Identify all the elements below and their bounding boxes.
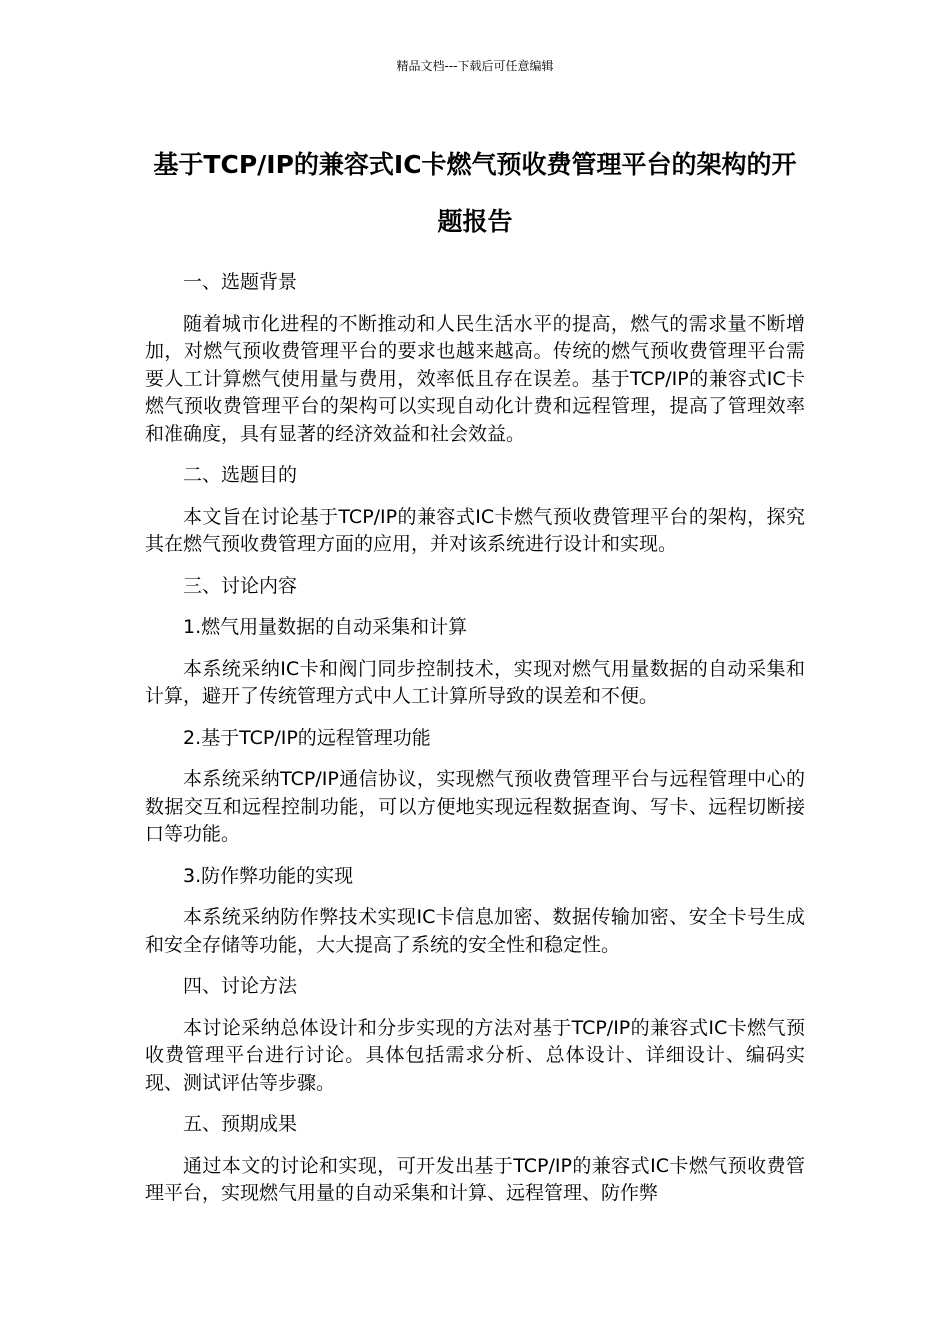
section-heading-method: 四、讨论方法 <box>183 975 298 997</box>
subsection-body-remote-management: 本系统采纳TCP/IP通信协议，实现燃气预收费管理平台与远程管理中心的数据交互和远程控制功能，可以方便地实现远程数据查询、写卡、远程切断接口等功能。 <box>145 768 805 845</box>
section-heading-purpose: 二、选题目的 <box>183 464 298 486</box>
document-body <box>145 269 805 1222</box>
section-heading-background: 一、选题背景 <box>183 271 298 293</box>
section-heading-expected-results: 五、预期成果 <box>183 1113 298 1135</box>
subsection-body-anti-fraud: 本系统采纳防作弊技术实现IC卡信息加密、数据传输加密、安全卡号生成和安全存储等功能，大大提高了系统的安全性和稳定性。 <box>145 906 805 956</box>
section-body-method: 本讨论采纳总体设计和分步实现的方法对基于TCP/IP的兼容式IC卡燃气预收费管理平台进行讨论。具体包括需求分析、总体设计、详细设计、编码实现、测试评估等步骤。 <box>145 1016 805 1094</box>
subsection-heading-anti-fraud: 3.防作弊功能的实现 <box>183 864 354 887</box>
section-heading-content: 三、讨论内容 <box>183 574 298 597</box>
section-body-purpose: 本文旨在讨论基于TCP/IP的兼容式IC卡燃气预收费管理平台的架构，探究其在燃气预收费管理方面的应用，并对该系统进行设计和实现。 <box>145 505 805 555</box>
section-body-background: 随着城市化进程的不断推动和人民生活水平的提高，燃气的需求量不断增加，对燃气预收费管理平台的要求也越来越高。传统的燃气预收费管理平台需要人工计算燃气使用量与费用，效率低且存在误差。基于TCP/IP的兼容式IC卡燃气预收费管理平台的架构可以实现自动化计费和远程管理，提高了管理效率和准确度，具有显著的经济效益和社会效益。 <box>145 312 805 445</box>
section-body-expected-results: 通过本文的讨论和实现，可开发出基于TCP/IP的兼容式IC卡燃气预收费管理平台，实现燃气用量的自动采集和计算、远程管理、防作弊 <box>145 1154 805 1204</box>
subsection-body-data-collection: 本系统采纳IC卡和阀门同步控制技术，实现对燃气用量数据的自动采集和计算，避开了传统管理方式中人工计算所导致的误差和不便。 <box>145 657 805 707</box>
subsection-heading-remote-management: 2.基于TCP/IP的远程管理功能 <box>183 726 431 749</box>
page-header-note: 精品文档---下载后可任意编辑 <box>396 59 554 73</box>
document-title: 基于TCP/IP的兼容式IC卡燃气预收费管理平台的架构的开题报告 <box>153 150 797 236</box>
subsection-heading-data-collection: 1.燃气用量数据的自动采集和计算 <box>183 616 468 638</box>
